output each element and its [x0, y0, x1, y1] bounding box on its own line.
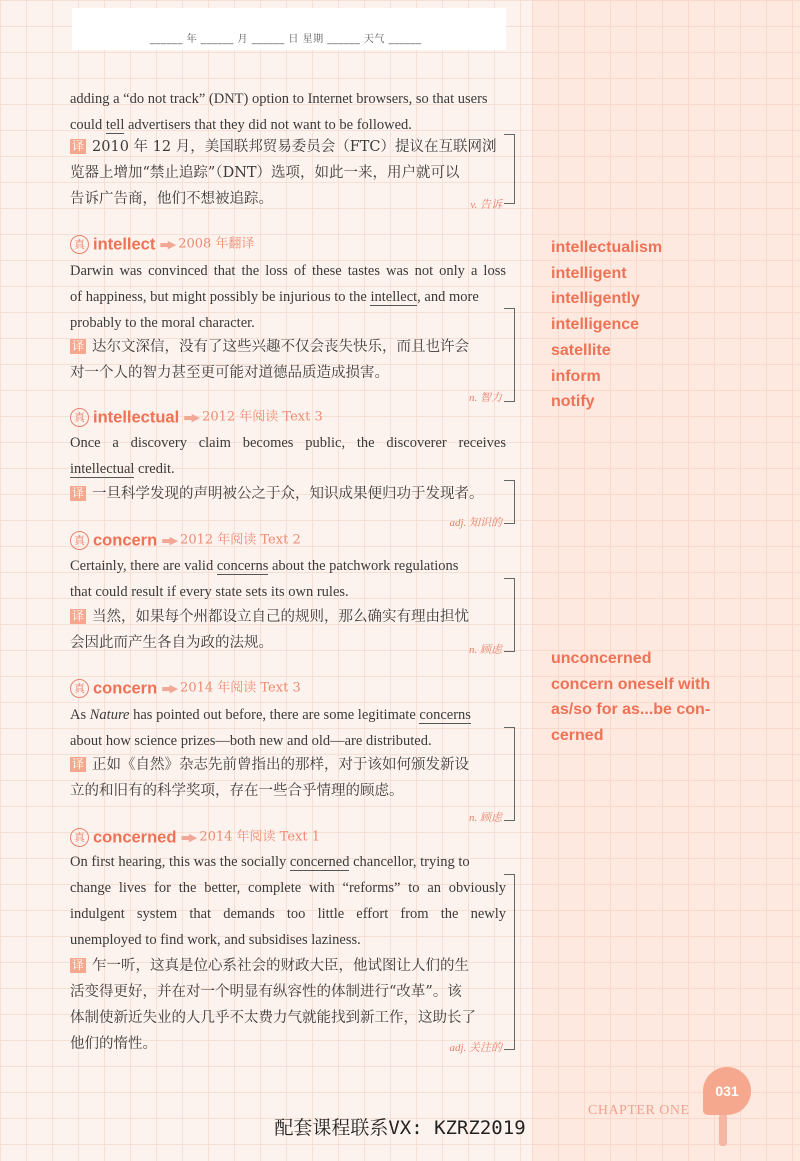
pos-tag: v. 告诉 — [470, 199, 502, 211]
arrow-icon: ▬▶ — [161, 681, 177, 695]
underlined-word: intellect — [370, 289, 418, 305]
pos-tag: n. 智力 — [469, 392, 502, 404]
intro-cn-line2: 览器上增加“禁止追踪”（DNT）选项，如此一来，用户就可以 — [70, 165, 460, 181]
zhen-badge: 真 — [70, 531, 89, 550]
zhen-badge: 真 — [70, 679, 89, 698]
source: 2012 年阅读 Text 2 — [180, 532, 301, 548]
pos-tag: adj. 关注的 — [449, 1042, 502, 1054]
translation-badge: 译 — [72, 958, 85, 972]
translation-badge: 译 — [72, 609, 85, 623]
pos-tag: n. 顾虑 — [469, 812, 502, 824]
intro-en-line1: adding a “do not track” (DNT) option to Internet browsers, so that users — [70, 91, 488, 107]
zhen-badge: 真 — [70, 828, 89, 847]
arrow-icon: ▬▶ — [180, 830, 196, 844]
source: 2014 年阅读 Text 1 — [199, 829, 320, 845]
underlined-word: tell — [105, 117, 125, 133]
related-word: notify — [551, 393, 595, 411]
arrow-icon: ▬▶ — [183, 410, 199, 424]
entry-english: On first hearing, this was the socially concerned chancellor, trying to change lives for the better, complete with “reforms” to an obviously indulgent system that demands too little effort from the newly unemployed to find work, and subsidises laziness. — [70, 854, 506, 948]
translation-badge: 译 — [72, 486, 85, 500]
underlined-word: intellectual — [70, 461, 135, 477]
entry-chinese: 译 达尔文深信，没有了这些兴趣不仅会丧失快乐，而且也许会 对一个人的智力甚至更可能对道德品质造成损害。 — [70, 339, 470, 381]
source: 2014 年阅读 Text 3 — [180, 680, 301, 696]
zhen-badge: 真 — [70, 235, 89, 254]
headword: concern — [93, 531, 158, 550]
pos-tag: n. 顾虑 — [469, 644, 502, 656]
entry-chinese: 译 正如《自然》杂志先前曾指出的那样，对于该如何颁发新设 立的和旧有的科学奖项，存在一些合乎情理的顾虑。 — [70, 757, 470, 799]
intro-cn-line1: 译 2010 年 12 月，美国联邦贸易委员会（FTC）提议在互联网浏 — [72, 139, 497, 155]
entry-chinese: 译 乍一听，这真是位心系社会的财政大臣，他试图让人们的生 活变得更好，并在对一个明显有纵容性的体制进行“改革”。该 体制使新近失业的人几乎不太费力气就能找到新工作，这助长了 他们的惰性。 — [70, 958, 476, 1052]
related-word: as/so for as...be con- — [551, 701, 711, 719]
arrow-icon: ▬▶ — [161, 533, 177, 547]
source: 2012 年阅读 Text 3 — [202, 409, 323, 425]
entry-heading-concern — [70, 529, 301, 551]
sidebar-panel — [532, 0, 800, 1161]
translation-badge: 译 — [72, 757, 85, 771]
chapter-label: CHAPTER ONE — [588, 1103, 690, 1118]
intro-en-line2: could tell advertisers that they did not want to be followed. — [70, 117, 412, 133]
entry-heading-intellectual — [70, 406, 323, 428]
translation-badge: 译 — [72, 339, 85, 353]
related-words-group-2 — [551, 646, 710, 749]
underlined-word: concerns — [419, 707, 471, 723]
arrow-icon: ▬▶ — [159, 237, 175, 251]
related-words-group-1 — [551, 235, 662, 415]
related-word: satellite — [551, 341, 611, 359]
entry-heading-concern-2 — [70, 677, 301, 699]
related-word: cerned — [551, 727, 604, 745]
entry-chinese: 译 当然，如果每个州都设立自己的规则，那么确实有理由担忧 会因此而产生各自为政的法规。 — [70, 609, 470, 651]
entry-english: Once a discovery claim becomes public, the discoverer receives intellectual credit. — [70, 435, 506, 477]
headword: intellectual — [93, 408, 180, 427]
underlined-word: concerns — [216, 558, 269, 574]
zhen-badge: 真 — [70, 408, 89, 427]
date-line: ______ 年 ______ 月 ______ 日 星期 ______ 天气 ______ — [150, 34, 422, 45]
page-number-badge: 031 — [703, 1067, 751, 1115]
source: 2008 年翻译 — [178, 236, 255, 252]
related-word: concern oneself with — [551, 675, 711, 693]
intro-english — [70, 86, 506, 138]
headword: concern — [93, 679, 158, 698]
related-word: intelligence — [551, 316, 640, 334]
related-word: unconcerned — [551, 650, 652, 667]
entry-chinese: 译 一旦科学发现的声明被公之于众，知识成果便归功于发现者。 — [72, 486, 484, 502]
entry-english: Certainly, there are valid concerns about the patchwork regulations that could result if every state sets its own rules. — [70, 558, 459, 600]
related-word: intelligent — [551, 264, 627, 282]
headword: intellect — [93, 235, 156, 254]
intro-cn-line3: 告诉广告商，他们不想被追踪。 — [70, 191, 273, 207]
related-word: intelligently — [551, 290, 640, 308]
related-word: inform — [551, 367, 601, 385]
entry-english: Darwin was convinced that the loss of these tastes was not only a loss of happiness, but might possibly be injurious to the intellect, and more probably to the moral character. — [70, 263, 506, 331]
entry-heading-intellect — [70, 233, 254, 255]
underlined-word: concerned — [289, 854, 350, 870]
headword: concerned — [93, 828, 177, 847]
entry-heading-concerned — [70, 826, 320, 848]
pos-tag: adj. 知识的 — [449, 517, 502, 529]
translation-badge: 译 — [72, 139, 85, 153]
entry-english: As Nature has pointed out before, there are some legitimate concerns about how science prizes—both new and old—are distributed. — [70, 707, 471, 749]
related-word: intellectualism — [551, 239, 663, 256]
footer-contact: 配套课程联系VX: KZRZ2019 — [274, 1117, 526, 1139]
